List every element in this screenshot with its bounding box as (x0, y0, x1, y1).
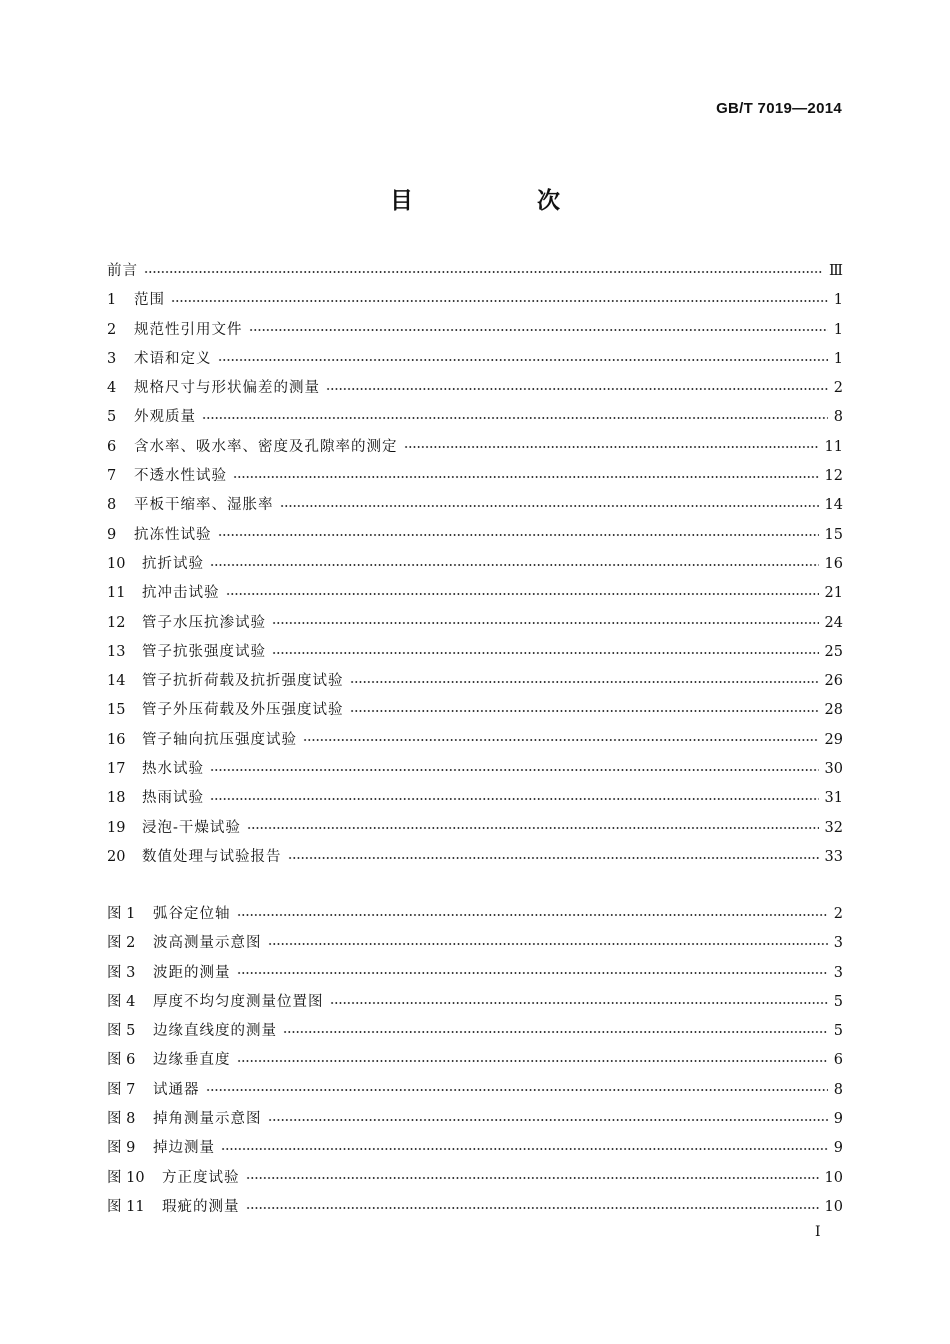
dot-leader (246, 1204, 819, 1212)
toc-entry-page: 30 (824, 761, 843, 778)
dot-leader (330, 999, 828, 1007)
toc-entry-number: 16 (107, 731, 126, 748)
toc-entry-title: 不透水性试验 (134, 468, 227, 485)
toc-entry-page: 26 (824, 673, 843, 690)
figure-entry-number: 图 1 (107, 906, 136, 922)
toc-entry-number: 8 (107, 497, 117, 514)
figure-entry[interactable] (107, 1134, 843, 1163)
toc-entry-number: 15 (107, 702, 126, 719)
dot-leader (350, 707, 819, 715)
toc-entry[interactable] (107, 814, 843, 843)
figure-entry[interactable] (107, 1046, 843, 1075)
toc-entry-number: 19 (107, 819, 126, 836)
dot-leader (272, 619, 819, 627)
page-number: I (815, 1224, 821, 1240)
dot-leader (237, 911, 828, 919)
toc-entry-page: 21 (824, 585, 843, 602)
toc-entry-page: 25 (824, 643, 843, 660)
toc-entry-page: 14 (824, 497, 843, 514)
dot-leader (404, 443, 819, 451)
figure-entry[interactable] (107, 929, 843, 958)
dot-leader (210, 561, 819, 569)
figure-entry-title: 掉边测量 (153, 1140, 215, 1157)
toc-entry[interactable] (107, 696, 843, 725)
toc-entry-title: 规格尺寸与形状偏差的测量 (134, 380, 320, 397)
figure-entry-title: 掉角测量示意图 (153, 1111, 262, 1128)
toc-entry[interactable] (107, 345, 843, 374)
toc-entry-number: 20 (107, 848, 126, 865)
toc-entry-page: 28 (824, 702, 843, 719)
figure-entry[interactable] (107, 959, 843, 988)
dot-leader (226, 590, 819, 598)
toc-entry-title: 管子抗张强度试验 (142, 643, 266, 660)
figure-entry-title: 边缘直线度的测量 (153, 1023, 277, 1040)
toc-entry-number: 3 (107, 350, 117, 367)
figure-entry[interactable] (107, 1164, 843, 1193)
toc-entry-title: 管子外压荷载及外压强度试验 (142, 702, 344, 719)
toc-entry-number: 17 (107, 761, 126, 778)
figure-list (107, 900, 843, 1222)
dot-leader (237, 969, 828, 977)
toc-entry-title: 抗折试验 (142, 555, 204, 572)
dot-leader (210, 766, 819, 774)
standard-code: GB/T 7019—2014 (716, 100, 842, 117)
dot-leader (249, 326, 828, 334)
figure-entry-page: 10 (824, 1169, 843, 1186)
toc-entry[interactable] (107, 462, 843, 491)
toc-entry-page: 15 (824, 526, 843, 543)
toc-entry-title: 规范性引用文件 (134, 321, 243, 338)
figure-entry-page: 9 (833, 1111, 843, 1128)
dot-leader (144, 268, 823, 276)
dot-leader (326, 385, 828, 393)
figure-entry-title: 试通器 (153, 1081, 200, 1098)
figure-entry-page: 2 (833, 906, 843, 922)
page-title: 目 次 (389, 187, 618, 214)
dot-leader (288, 854, 819, 862)
figure-entry-number: 图 4 (107, 993, 136, 1010)
toc-entry[interactable] (107, 784, 843, 813)
toc-entry[interactable] (107, 286, 843, 315)
figure-entry-page: 3 (833, 935, 843, 952)
toc-entry-number: 4 (107, 380, 117, 397)
toc-entry-number: 14 (107, 673, 126, 690)
toc-entry[interactable] (107, 638, 843, 667)
dot-leader (237, 1057, 828, 1065)
toc-entry[interactable] (107, 843, 843, 872)
dot-leader (268, 1116, 828, 1124)
toc-entry[interactable] (107, 403, 843, 432)
toc-entry-title: 外观质量 (134, 409, 196, 426)
dot-leader (247, 824, 819, 832)
toc-entry-title: 热雨试验 (142, 790, 204, 807)
toc-entry[interactable] (107, 491, 843, 520)
figure-entry-number: 图 11 (107, 1198, 145, 1215)
toc-entry[interactable] (107, 433, 843, 462)
toc-entry-page: 1 (833, 292, 843, 309)
toc-list (107, 257, 843, 872)
toc-entry-number: 13 (107, 643, 126, 660)
toc-entry-number: 5 (107, 409, 117, 426)
toc-entry-number: 1 (107, 292, 117, 309)
toc-entry[interactable] (107, 521, 843, 550)
toc-entry[interactable] (107, 726, 843, 755)
toc-entry-number: 6 (107, 438, 117, 455)
toc-entry-title: 范围 (134, 292, 165, 309)
toc-entry-page: 29 (824, 731, 843, 748)
dot-leader (202, 414, 828, 422)
figure-entry[interactable] (107, 1076, 843, 1105)
toc-entry-title: 抗冲击试验 (142, 585, 220, 602)
toc-entry-page: 32 (824, 819, 843, 836)
figure-entry-number: 图 10 (107, 1169, 145, 1186)
figure-entry-page: 8 (833, 1081, 843, 1098)
toc-entry-number: 2 (107, 321, 117, 338)
dot-leader (268, 940, 828, 948)
dot-leader (206, 1086, 828, 1094)
toc-entry-title: 术语和定义 (134, 350, 212, 367)
figure-entry-number: 图 9 (107, 1140, 136, 1157)
figure-entry-number: 图 3 (107, 964, 136, 981)
dot-leader (218, 356, 828, 364)
toc-entry-page: Ⅲ (829, 263, 843, 279)
toc-entry-page: 11 (824, 438, 843, 455)
toc-entry-number: 10 (107, 555, 126, 572)
figure-entry-title: 瑕疵的测量 (162, 1198, 240, 1215)
dot-leader (272, 649, 819, 657)
toc-entry-title: 管子水压抗渗试验 (142, 614, 266, 631)
figure-entry-title: 方正度试验 (162, 1169, 240, 1186)
toc-entry-number: 18 (107, 790, 126, 807)
figure-entry-page: 5 (833, 1023, 843, 1040)
figure-entry-number: 图 2 (107, 935, 136, 952)
toc-entry-page: 24 (824, 614, 843, 631)
toc-entry[interactable] (107, 316, 843, 345)
figure-entry-number: 图 8 (107, 1111, 136, 1128)
figure-entry-title: 厚度不均匀度测量位置图 (153, 993, 324, 1010)
figure-entry-title: 弧谷定位轴 (153, 906, 231, 922)
dot-leader (210, 795, 819, 803)
toc-entry[interactable] (107, 257, 843, 286)
toc-entry[interactable] (107, 755, 843, 784)
toc-entry-page: 2 (833, 380, 843, 397)
toc-entry-title: 管子轴向抗压强度试验 (142, 731, 297, 748)
dot-leader (171, 297, 828, 305)
toc-entry-number: 11 (107, 585, 126, 602)
toc-entry-title: 抗冻性试验 (134, 526, 212, 543)
toc-entry-page: 16 (824, 555, 843, 572)
toc-entry[interactable] (107, 374, 843, 403)
toc-entry-title: 含水率、吸水率、密度及孔隙率的测定 (134, 438, 398, 455)
toc-entry[interactable] (107, 609, 843, 638)
toc-entry-number: 7 (107, 468, 117, 485)
toc-entry-title: 平板干缩率、湿胀率 (134, 497, 274, 514)
figure-entry-number: 图 5 (107, 1023, 136, 1040)
figure-entry-page: 3 (833, 964, 843, 981)
dot-leader (303, 736, 819, 744)
toc-entry-page: 1 (833, 350, 843, 367)
toc-entry[interactable] (107, 550, 843, 579)
toc-entry-page: 1 (833, 321, 843, 338)
toc-entry-title: 前言 (107, 263, 138, 279)
figure-entry[interactable] (107, 1105, 843, 1134)
toc-entry-title: 管子抗折荷载及抗折强度试验 (142, 673, 344, 690)
toc-entry-title: 浸泡-干燥试验 (142, 819, 241, 836)
dot-leader (218, 531, 819, 539)
figure-entry[interactable] (107, 988, 843, 1017)
toc-entry[interactable] (107, 579, 843, 608)
toc-entry-page: 33 (824, 848, 843, 865)
figure-entry[interactable] (107, 1017, 843, 1046)
toc-entry-number: 12 (107, 614, 126, 631)
dot-leader (233, 473, 819, 481)
figure-entry[interactable] (107, 900, 843, 929)
figure-entry-number: 图 7 (107, 1081, 136, 1098)
figure-entry-title: 边缘垂直度 (153, 1052, 231, 1069)
figure-entry-page: 9 (833, 1140, 843, 1157)
toc-entry-page: 12 (824, 468, 843, 485)
figure-entry-number: 图 6 (107, 1052, 136, 1069)
figure-entry[interactable] (107, 1193, 843, 1222)
dot-leader (350, 678, 819, 686)
figure-entry-title: 波距的测量 (153, 964, 231, 981)
toc-entry-title: 数值处理与试验报告 (142, 848, 282, 865)
figure-entry-page: 5 (833, 993, 843, 1010)
figure-entry-page: 6 (833, 1052, 843, 1069)
toc-entry-page: 8 (833, 409, 843, 426)
toc-entry-page: 31 (824, 790, 843, 807)
dot-leader (221, 1145, 828, 1153)
figure-entry-title: 波高测量示意图 (153, 935, 262, 952)
dot-leader (283, 1028, 828, 1036)
toc-entry-title: 热水试验 (142, 761, 204, 778)
toc-entry[interactable] (107, 667, 843, 696)
dot-leader (280, 502, 819, 510)
dot-leader (246, 1174, 819, 1182)
toc-entry-number: 9 (107, 526, 117, 543)
figure-entry-page: 10 (824, 1198, 843, 1215)
